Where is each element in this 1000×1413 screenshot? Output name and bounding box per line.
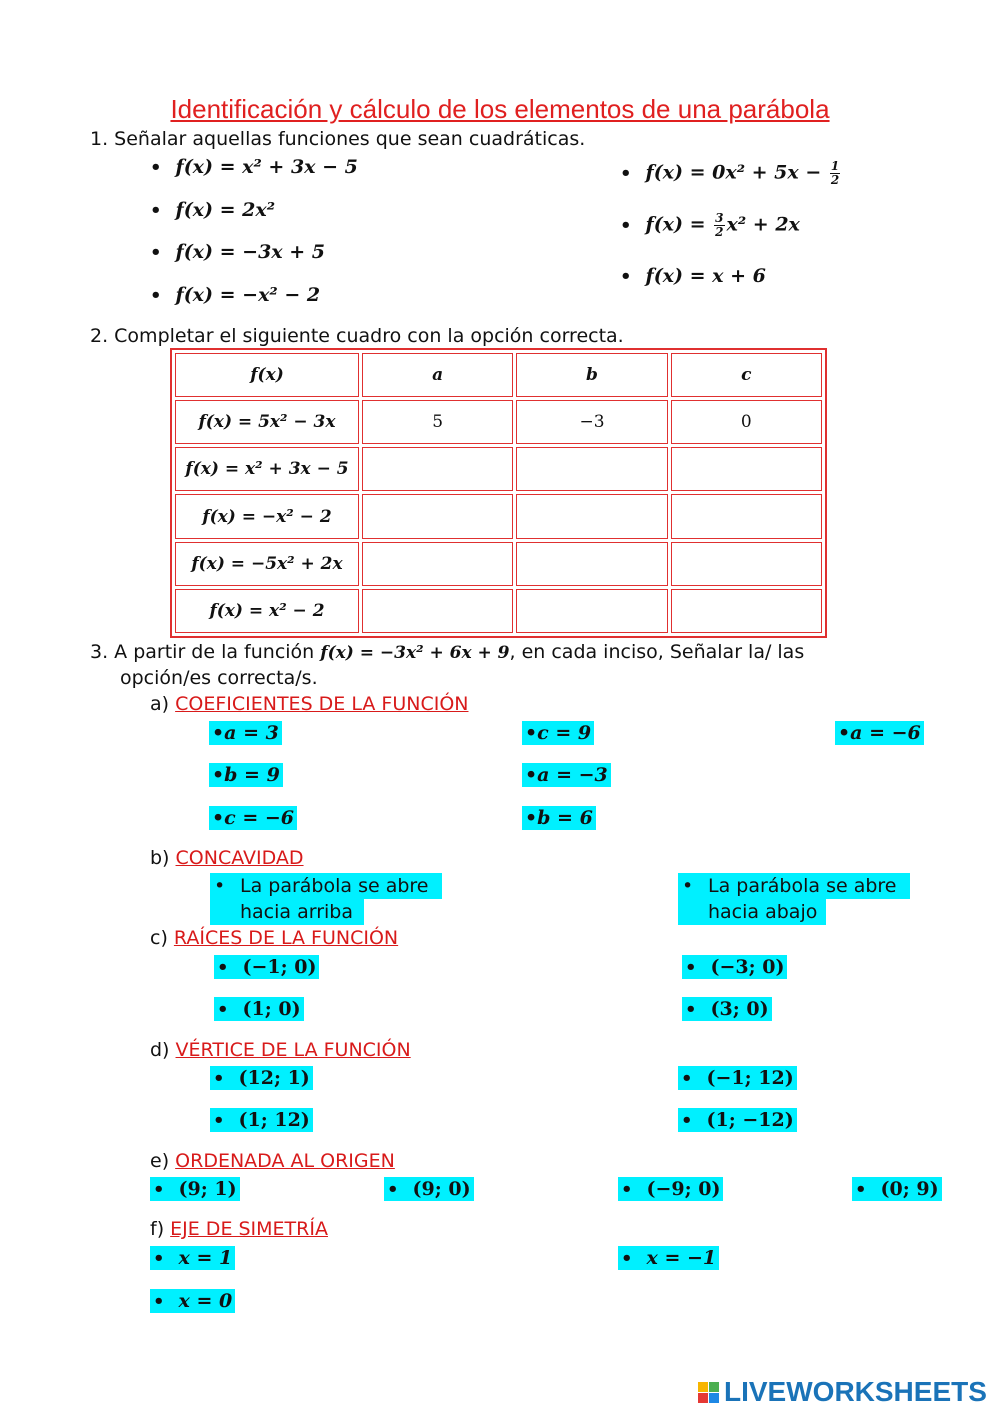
table-cell: −3: [516, 400, 667, 444]
q1-option-2[interactable]: • f(x) = 2x²: [150, 199, 276, 221]
table-cell: f(x) = −x² − 2: [175, 494, 359, 538]
section-a-heading: a) COEFICIENTES DE LA FUNCIÓN: [150, 693, 469, 715]
table-header: c: [671, 353, 822, 397]
q1-option-7[interactable]: • f(x) = x + 6: [620, 265, 766, 287]
question-2-label: 2. Completar el siguiente cuadro con la opción correcta.: [90, 325, 624, 347]
fraction: $\frac{1}{2}$: [830, 159, 840, 187]
section-b-heading: b) CONCAVIDAD: [150, 847, 304, 869]
a-option-6[interactable]: •b = 6: [522, 806, 596, 830]
answer-cell[interactable]: [516, 542, 667, 586]
table-row: [175, 400, 822, 444]
question-1-label: 1. Señalar aquellas funciones que sean cuadráticas.: [90, 128, 586, 150]
answer-cell[interactable]: [362, 542, 513, 586]
table-cell: f(x) = −5x² + 2x: [175, 542, 359, 586]
c-option-1[interactable]: • (−1; 0): [214, 955, 319, 979]
d-option-1[interactable]: • (12; 1): [210, 1066, 313, 1090]
table-cell: f(x) = 5x² − 3x: [175, 400, 359, 444]
d-option-3[interactable]: • (−1; 12): [678, 1066, 797, 1090]
table-header-row: [175, 353, 822, 397]
q1-option-1[interactable]: • f(x) = x² + 3x − 5: [150, 156, 358, 178]
e-option-3[interactable]: • (−9; 0): [618, 1177, 723, 1201]
question-3-function: f(x) = −3x² + 6x + 9: [320, 643, 510, 663]
question-3-label: 3. A partir de la función f(x) = −3x² + 6x + 9, en cada inciso, Señalar la/ las: [90, 641, 805, 663]
section-d-heading: d) VÉRTICE DE LA FUNCIÓN: [150, 1039, 411, 1061]
f-option-1[interactable]: • x = 1: [150, 1246, 235, 1270]
answer-cell[interactable]: [671, 542, 822, 586]
a-option-4[interactable]: •c = 9: [522, 721, 594, 745]
answer-cell[interactable]: [516, 589, 667, 633]
table-row: [175, 494, 822, 538]
e-option-2[interactable]: • (9; 0): [384, 1177, 474, 1201]
section-c-heading: c) RAÍCES DE LA FUNCIÓN: [150, 927, 399, 949]
a-option-3[interactable]: •c = −6: [209, 806, 297, 830]
table-row: [175, 542, 822, 586]
e-option-4[interactable]: • (0; 9): [852, 1177, 942, 1201]
e-option-1[interactable]: • (9; 1): [150, 1177, 240, 1201]
answer-cell[interactable]: [362, 494, 513, 538]
answer-cell[interactable]: [362, 589, 513, 633]
answer-cell[interactable]: [516, 447, 667, 491]
table-cell: 5: [362, 400, 513, 444]
q1-option-3[interactable]: • f(x) = −3x + 5: [150, 241, 325, 263]
table-cell: f(x) = x² − 2: [175, 589, 359, 633]
question-3-label-line2: opción/es correcta/s.: [120, 667, 318, 689]
answer-cell[interactable]: [671, 494, 822, 538]
a-option-1[interactable]: •a = 3: [209, 721, 282, 745]
b-option-2[interactable]: • La parábola se abre hacia abajo: [678, 873, 910, 925]
a-option-5[interactable]: •a = −3: [522, 763, 611, 787]
answer-cell[interactable]: [516, 494, 667, 538]
c-option-4[interactable]: • (3; 0): [682, 997, 772, 1021]
b-option-1[interactable]: • La parábola se abre hacia arriba: [210, 873, 442, 925]
liveworksheets-logo: LIVEWORKSHEETS: [698, 1376, 987, 1408]
a-option-7[interactable]: •a = −6: [835, 721, 924, 745]
c-option-3[interactable]: • (−3; 0): [682, 955, 787, 979]
answer-cell[interactable]: [671, 447, 822, 491]
table-cell: f(x) = x² + 3x − 5: [175, 447, 359, 491]
f-option-2[interactable]: • x = 0: [150, 1289, 235, 1313]
table-header: f(x): [175, 353, 359, 397]
section-e-heading: e) ORDENADA AL ORIGEN: [150, 1150, 395, 1172]
f-option-3[interactable]: • x = −1: [618, 1246, 719, 1270]
q1-option-5[interactable]: • f(x) = 0x² + 5x − $\frac{1}{2}$: [620, 159, 840, 187]
c-option-2[interactable]: • (1; 0): [214, 997, 304, 1021]
fraction: $\frac{3}{2}$: [715, 211, 724, 239]
a-option-2[interactable]: •b = 9: [209, 763, 283, 787]
table-header: b: [516, 353, 667, 397]
table-cell: 0: [671, 400, 822, 444]
answer-cell[interactable]: [671, 589, 822, 633]
d-option-2[interactable]: • (1; 12): [210, 1108, 313, 1132]
answer-cell[interactable]: [362, 447, 513, 491]
q1-option-4[interactable]: • f(x) = −x² − 2: [150, 284, 321, 306]
section-f-heading: f) EJE DE SIMETRÍA: [150, 1218, 328, 1240]
coefficients-table: [170, 348, 827, 638]
liveworksheets-icon: [698, 1382, 720, 1404]
page-title: Identificación y cálculo de los elementos de una parábola: [170, 94, 830, 124]
d-option-4[interactable]: • (1; −12): [678, 1108, 797, 1132]
q1-option-6[interactable]: • f(x) = $\frac{3}{2}$ x² + 2x: [620, 211, 800, 239]
table-header: a: [362, 353, 513, 397]
table-row: [175, 589, 822, 633]
table-row: [175, 447, 822, 491]
